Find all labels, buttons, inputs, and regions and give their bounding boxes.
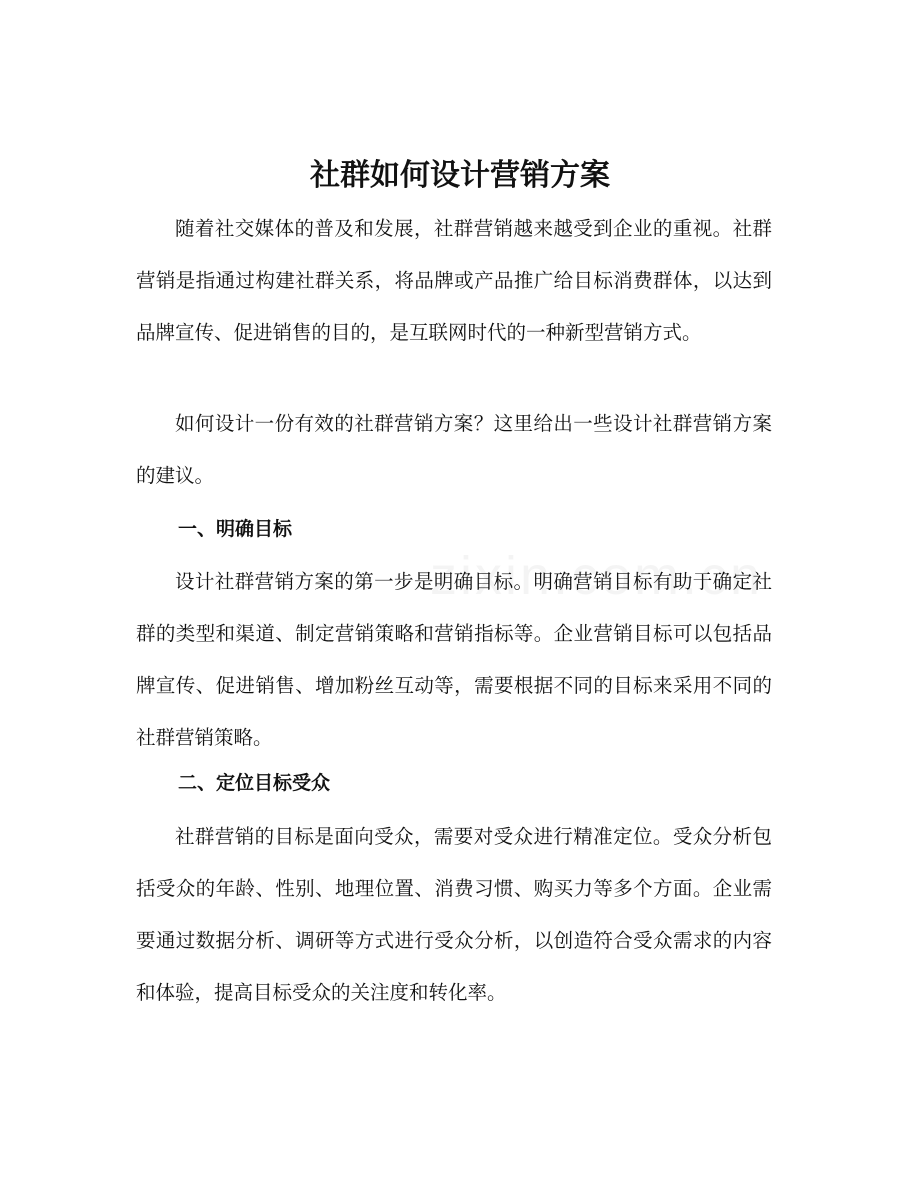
question-paragraph: 如何设计一份有效的社群营销方案？这里给出一些设计社群营销方案的建议。 [136, 412, 772, 487]
intro-paragraph: 随着社交媒体的普及和发展，社群营销越来越受到企业的重视。社群营销是指通过构建社群关系，将品牌或产品推广给目标消费群体，以达到品牌宣传、促进销售的目的，是互联网时代的一种新型营销方式。 [136, 217, 772, 344]
section-body-audience: 社群营销的目标是面向受众，需要对受众进行精准定位。受众分析包括受众的年龄、性别、地理位置、消费习惯、购买力等多个方面。企业需要通过数据分析、调研等方式进行受众分析，以创造符合受众需求的内容和体验，提高目标受众的关注度和转化率。 [136, 825, 772, 1004]
document-title: 社群如何设计营销方案 [310, 158, 610, 193]
section-heading-audience: 二、定位目标受众 [178, 772, 331, 794]
section-heading-goal: 一、明确目标 [178, 518, 293, 540]
section-body-goal: 设计社群营销方案的第一步是明确目标。明确营销目标有助于确定社群的类型和渠道、制定营销策略和营销指标等。企业营销目标可以包括品牌宣传、促进销售、增加粉丝互动等，需要根据不同的目标来采用不同的社群营销策略。 [136, 570, 772, 749]
